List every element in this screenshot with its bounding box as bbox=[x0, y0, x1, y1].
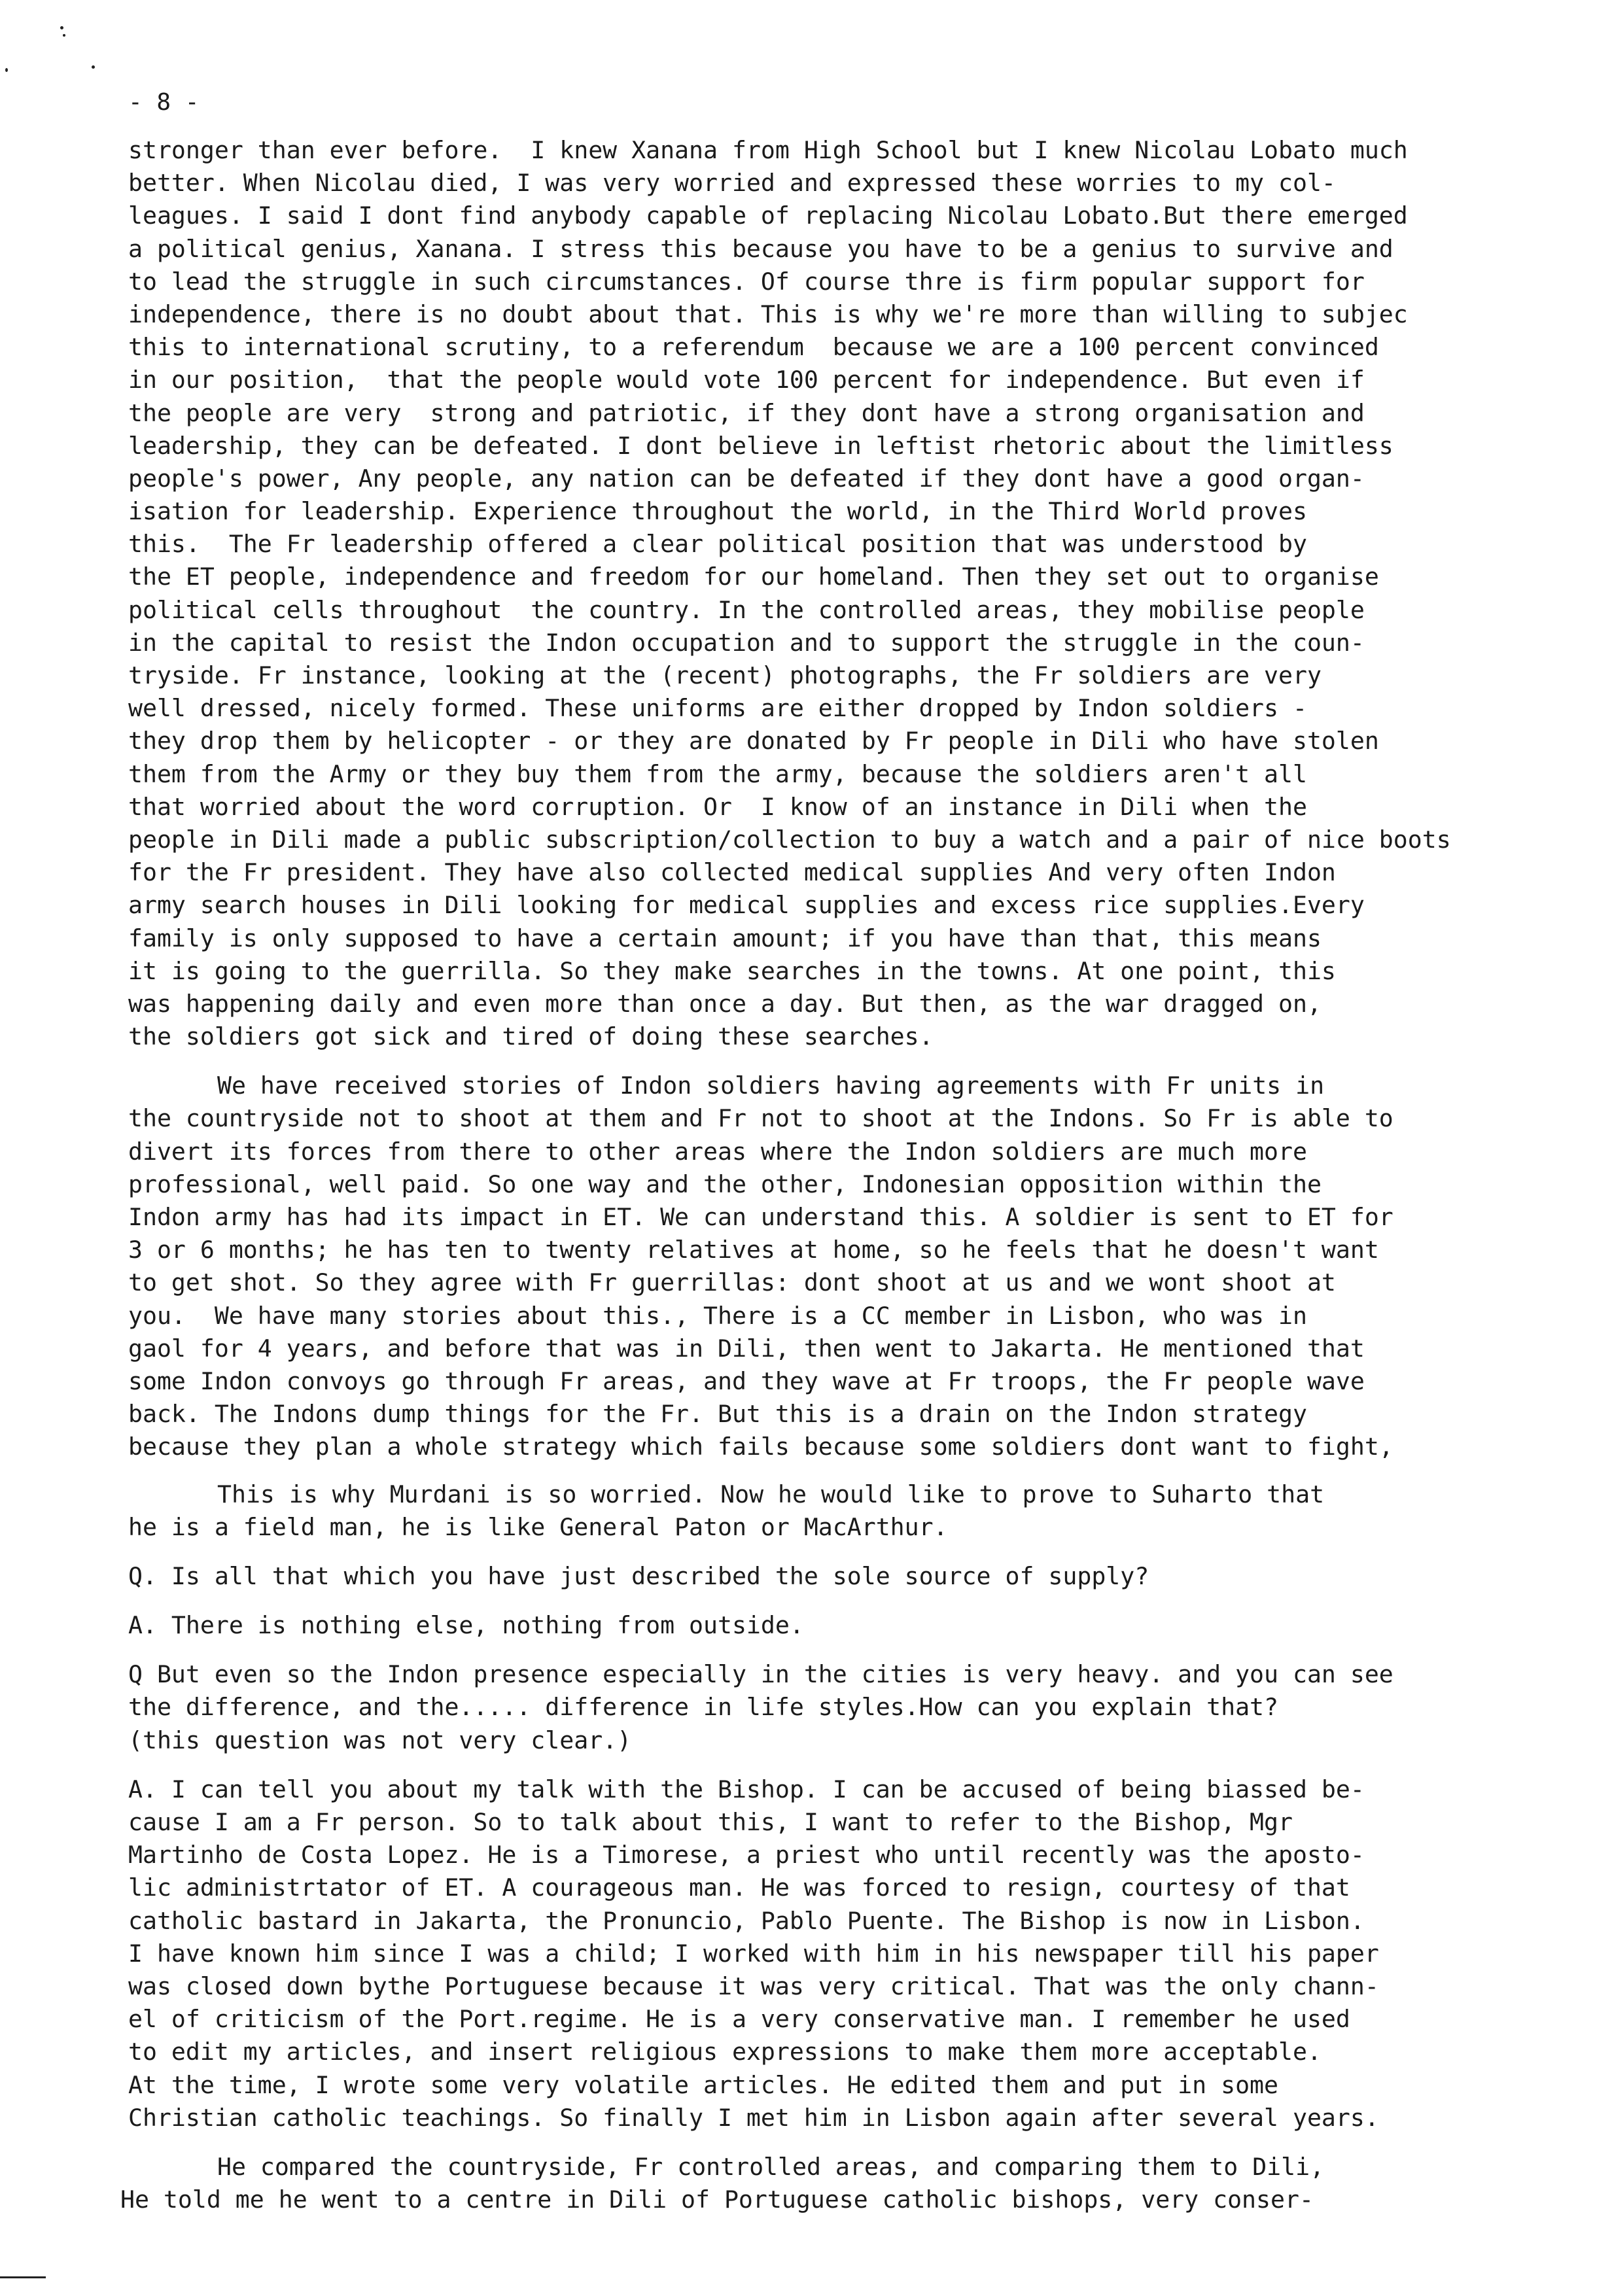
answer-nothing-else bbox=[128, 1609, 1581, 1642]
margin-speck bbox=[63, 34, 65, 37]
text-line: was happening daily and even more than once a day. But then, as the war dragged on, bbox=[128, 989, 1322, 1018]
text-line: el of criticism of the Port.regime. He is a very conservative man. I remember he used bbox=[128, 2005, 1350, 2034]
text-line: Martinho de Costa Lopez. He is a Timorese, a priest who until recently was the aposto- bbox=[128, 1841, 1365, 1870]
text-line: professional, well paid. So one way and the other, Indonesian opposition within the bbox=[128, 1170, 1322, 1198]
text-line: the soldiers got sick and tired of doing these searches. bbox=[128, 1022, 934, 1051]
text-line: He told me he went to a centre in Dili of Portuguese catholic bishops, very conser- bbox=[120, 2185, 1314, 2214]
text-line: the difference, and the..... difference in life styles.How can you explain that? bbox=[128, 1693, 1278, 1722]
paragraph-countryside-comparison bbox=[120, 2151, 1581, 2216]
text-line: people in Dili made a public subscription/collection to buy a watch and a pair of nice boots bbox=[128, 825, 1451, 854]
text-line: isation for leadership. Experience throughout the world, in the Third World proves bbox=[128, 497, 1307, 526]
text-line: (this question was not very clear.) bbox=[128, 1726, 632, 1754]
paragraph-gap bbox=[128, 1642, 1581, 1658]
text-line: they drop them by helicopter - or they are donated by Fr people in Dili who have stolen bbox=[128, 727, 1379, 756]
question-sole-source bbox=[128, 1560, 1581, 1593]
text-line: tryside. Fr instance, looking at the (recent) photographs, the Fr soldiers are very bbox=[128, 661, 1322, 689]
text-line: Q But even so the Indon presence especially in the cities is very heavy. and you can see bbox=[128, 1660, 1393, 1689]
text-line: in our position, that the people would vote 100 percent for independence. But even if bbox=[128, 366, 1365, 394]
text-line: this. The Fr leadership offered a clear political position that was understood by bbox=[128, 530, 1307, 559]
text-line: A. There is nothing else, nothing from outside. bbox=[128, 1611, 804, 1640]
paragraph-gap bbox=[128, 2134, 1581, 2151]
text-line: leagues. I said I dont find anybody capable of replacing Nicolau Lobato.But there emerged bbox=[128, 201, 1408, 230]
text-line: a political genius, Xanana. I stress this because you have to be a genius to survive and bbox=[128, 234, 1393, 263]
paragraph-gap bbox=[128, 1593, 1581, 1609]
text-line: some Indon convoys go through Fr areas, and they wave at Fr troops, the Fr people wave bbox=[128, 1366, 1365, 1395]
text-line: lic administrtator of ET. A courageous man. He was forced to resign, courtesy of that bbox=[128, 1873, 1350, 1902]
text-line: back. The Indons dump things for the Fr. But this is a drain on the Indon strategy bbox=[128, 1400, 1307, 1429]
text-line: people's power, Any people, any nation can be defeated if they dont have a good organ- bbox=[128, 464, 1365, 493]
text-line: family is only supposed to have a certain amount; if you have than that, this means bbox=[128, 924, 1322, 952]
margin-speck bbox=[60, 26, 63, 29]
text-line: to edit my articles, and insert religious expressions to make them more acceptable. bbox=[128, 2038, 1322, 2066]
text-line: well dressed, nicely formed. These uniforms are either dropped by Indon soldiers - bbox=[128, 694, 1307, 723]
text-line: the countryside not to shoot at them and Fr not to shoot at the Indons. So Fr is able to bbox=[128, 1104, 1393, 1133]
margin-speck bbox=[92, 65, 95, 69]
page-number: - 8 - bbox=[128, 89, 200, 116]
text-line: because they plan a whole strategy which fails because some soldiers dont want to fight, bbox=[128, 1433, 1393, 1461]
text-line: independence, there is no doubt about that. This is why we're more than willing to subjec bbox=[128, 300, 1408, 328]
text-line: This is why Murdani is so worried. Now he would like to prove to Suharto that bbox=[217, 1480, 1325, 1508]
paragraph-xanana-leadership bbox=[128, 134, 1581, 1053]
paragraph-gap bbox=[128, 1464, 1581, 1478]
text-line: A. I can tell you about my talk with the Bishop. I can be accused of being biassed be- bbox=[128, 1775, 1365, 1803]
text-line: gaol for 4 years, and before that was in Dili, then went to Jakarta. He mentioned that bbox=[128, 1334, 1365, 1363]
text-line: cause I am a Fr person. So to talk about this, I want to refer to the Bishop, Mgr bbox=[128, 1808, 1293, 1836]
text-line: army search houses in Dili looking for medical supplies and excess rice supplies.Every bbox=[128, 891, 1365, 920]
paragraph-gap bbox=[128, 1757, 1581, 1773]
text-line: 3 or 6 months; he has ten to twenty relatives at home, so he feels that he doesn't want bbox=[128, 1236, 1379, 1264]
text-line: that worried about the word corruption. Or I know of an instance in Dili when the bbox=[128, 792, 1307, 821]
text-line: Christian catholic teachings. So finally I met him in Lisbon again after several years. bbox=[128, 2103, 1379, 2132]
text-line: the people are very strong and patriotic, if they dont have a strong organisation and bbox=[128, 398, 1365, 427]
text-line: for the Fr president. They have also collected medical supplies And very often Indon bbox=[128, 858, 1336, 887]
paragraph-murdani bbox=[128, 1478, 1581, 1544]
text-line: At the time, I wrote some very volatile articles. He edited them and put in some bbox=[128, 2070, 1278, 2099]
text-line: divert its forces from there to other areas where the Indon soldiers are much more bbox=[128, 1137, 1307, 1166]
text-line: the ET people, independence and freedom for our homeland. Then they set out to organise bbox=[128, 563, 1379, 591]
text-line: in the capital to resist the Indon occupation and to support the struggle in the coun- bbox=[128, 628, 1365, 657]
text-line: it is going to the guerrilla. So they make searches in the towns. At one point, this bbox=[128, 956, 1336, 985]
paragraph-gap bbox=[128, 1053, 1581, 1070]
text-line: leadership, they can be defeated. I dont believe in leftist rhetoric about the limitless bbox=[128, 431, 1393, 460]
text-line: to lead the struggle in such circumstances. Of course thre is firm popular support for bbox=[128, 267, 1365, 296]
text-line: Indon army has had its impact in ET. We can understand this. A soldier is sent to ET for bbox=[128, 1203, 1393, 1231]
paragraph-gap bbox=[128, 1544, 1581, 1560]
text-line: this to international scrutiny, to a referendum because we are a 100 percent convinced bbox=[128, 333, 1379, 362]
text-line: he is a field man, he is like General Paton or MacArthur. bbox=[128, 1512, 948, 1541]
text-line: catholic bastard in Jakarta, the Pronuncio, Pablo Puente. The Bishop is now in Lisbon. bbox=[128, 1906, 1365, 1935]
text-line: you. We have many stories about this., There is a CC member in Lisbon, who was in bbox=[128, 1301, 1307, 1330]
text-line: We have received stories of Indon soldiers having agreements with Fr units in bbox=[217, 1071, 1325, 1100]
margin-dash bbox=[0, 2276, 46, 2278]
margin-speck bbox=[5, 68, 8, 72]
text-line: I have known him since I was a child; I worked with him in his newspaper till his paper bbox=[128, 1939, 1379, 1968]
answer-bishop bbox=[128, 1773, 1581, 2134]
text-line: stronger than ever before. I knew Xanana from High School but I knew Nicolau Lobato much bbox=[128, 136, 1408, 164]
text-line: He compared the countryside, Fr controlled areas, and comparing them to Dili, bbox=[217, 2152, 1325, 2181]
text-line: to get shot. So they agree with Fr guerrillas: dont shoot at us and we wont shoot at bbox=[128, 1268, 1336, 1297]
document-body bbox=[120, 134, 1581, 2216]
text-line: better. When Nicolau died, I was very worried and expressed these worries to my col- bbox=[128, 169, 1336, 198]
text-line: was closed down bythe Portuguese because it was very critical. That was the only chann- bbox=[128, 1972, 1379, 2000]
text-line: Q. Is all that which you have just described the sole source of supply? bbox=[128, 1561, 1149, 1590]
text-line: them from the Army or they buy them from the army, because the soldiers aren't all bbox=[128, 759, 1307, 788]
paragraph-indon-soldier-agreements bbox=[128, 1070, 1581, 1463]
question-indon-presence bbox=[128, 1658, 1581, 1757]
text-line: political cells throughout the country. In the controlled areas, they mobilise people bbox=[128, 595, 1365, 624]
